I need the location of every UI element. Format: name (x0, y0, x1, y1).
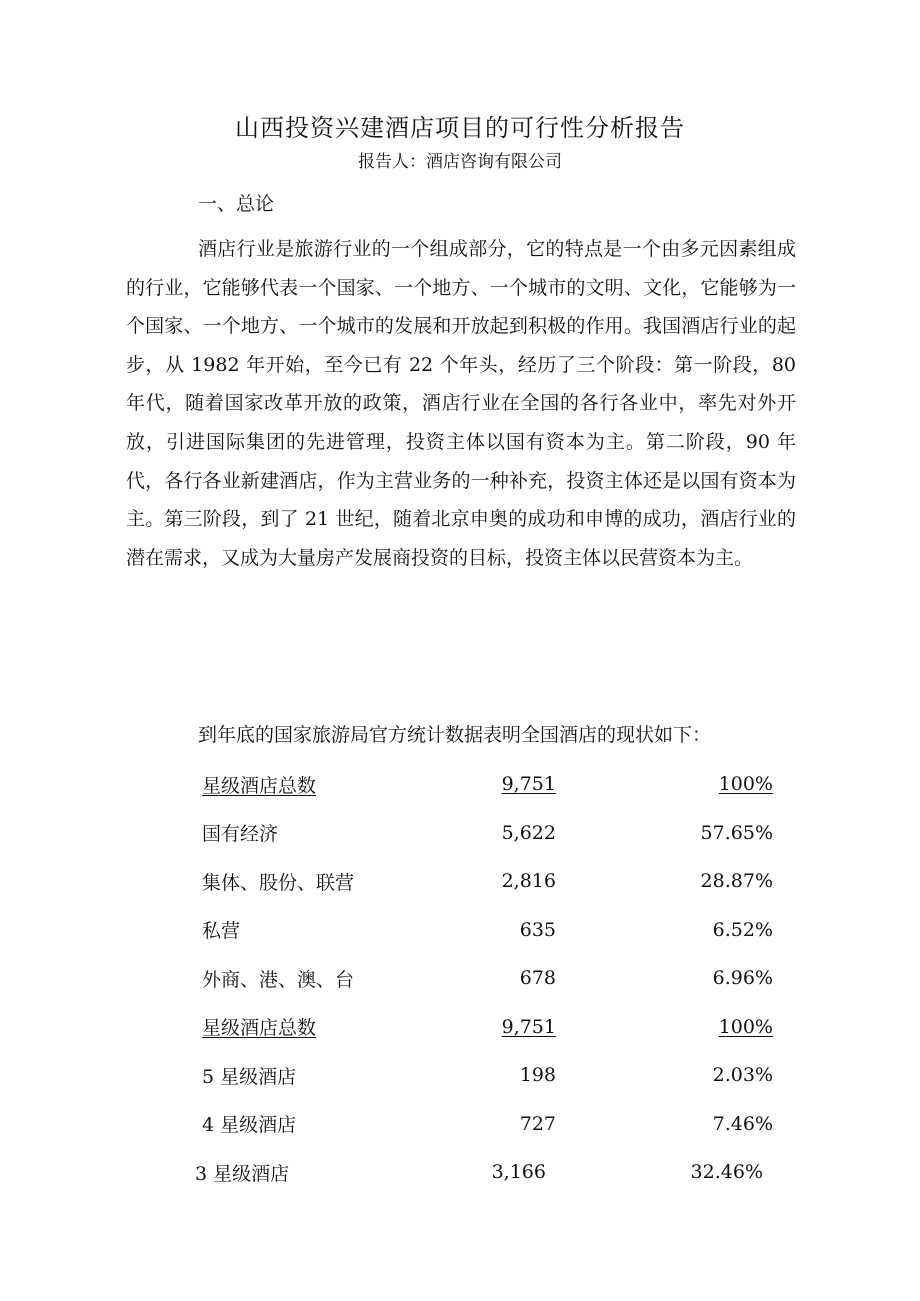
table-intro: 到年底的国家旅游局官方统计数据表明全国酒店的现状如下： (198, 724, 712, 746)
row-label: 4 星级酒店 (202, 1114, 297, 1137)
row-percent: 28.87% (700, 870, 773, 893)
body-paragraph: 酒店行业是旅游行业的一个组成部分，它的特点是一个由多元因素组成的行业，它能够代表一个国家、一个地方、一个城市的文明、文化，它能够为一个国家、一个地方、一个城市的发展和开放起到积极的作用。我国酒店行业的起步，从 1982 年开始，至今已有 22 个年头，经历了三个阶段：第一阶段，80 年代，随着国家改革开放的政策，酒店行业在全国的各行各业中，率先对外开放，引进国际集团的先进管理，投资主体以国有资本为主。第二阶段，90 年代，各行各业新建酒店，作为主营业务的一种补充，投资主体还是以国有资本为主。第三阶段，到了 21 世纪，随着北京申奥的成功和申博的成功，酒店行业的潜在需求，又成为大量房产发展商投资的目标，投资主体以民营资本为主。 (126, 238, 796, 569)
row-label: 私营 (202, 920, 241, 943)
row-count: 2,816 (501, 870, 556, 893)
row-label: 外商、港、澳、台 (202, 968, 355, 991)
row-count: 727 (519, 1112, 556, 1135)
row-percent: 100% (718, 773, 773, 796)
row-label: 星级酒店总数 (202, 774, 317, 797)
row-label: 集体、股份、联营 (202, 871, 355, 894)
row-count: 5,622 (501, 821, 556, 844)
row-percent: 7.46% (712, 1112, 773, 1135)
row-count: 198 (519, 1064, 556, 1087)
document-title: 山西投资兴建酒店项目的可行性分析报告 (235, 114, 685, 142)
table-row (195, 809, 773, 858)
row-count: 635 (519, 918, 556, 941)
row-percent: 6.52% (712, 918, 773, 941)
section-heading: 一、总论 (198, 193, 275, 215)
row-label: 3 星级酒店 (195, 1162, 290, 1185)
row-count: 9,751 (501, 1015, 556, 1038)
row-label: 5 星级酒店 (202, 1065, 297, 1088)
table-row (195, 954, 773, 1003)
row-percent: 100% (718, 1015, 773, 1038)
row-percent: 2.03% (712, 1064, 773, 1087)
table-row (195, 1051, 773, 1100)
row-count: 678 (519, 967, 556, 990)
table-row (195, 1003, 773, 1052)
row-percent: 6.96% (712, 967, 773, 990)
hotel-stats-table (195, 760, 773, 1197)
table-row (195, 906, 773, 955)
table-row (195, 1148, 773, 1197)
document-author: 报告人：酒店咨询有限公司 (358, 152, 562, 172)
row-label: 国有经济 (202, 823, 279, 846)
table-row (195, 760, 773, 809)
row-percent: 57.65% (700, 821, 773, 844)
row-count: 3,166 (491, 1161, 546, 1184)
row-count: 9,751 (501, 773, 556, 796)
row-label: 星级酒店总数 (202, 1017, 317, 1040)
table-row (195, 1100, 773, 1149)
table-row (195, 857, 773, 906)
row-percent: 32.46% (690, 1161, 763, 1184)
